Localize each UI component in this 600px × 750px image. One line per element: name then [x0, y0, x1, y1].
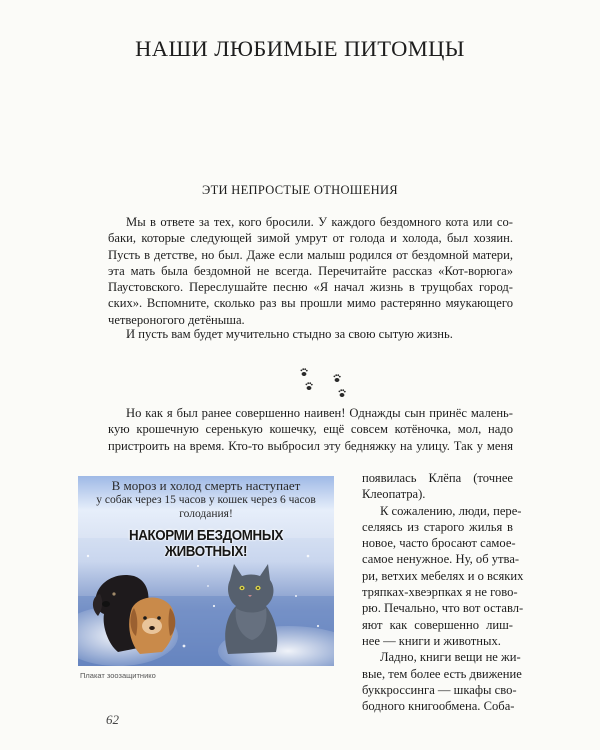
text-line: рю. Печально, что вот оставл-: [362, 601, 524, 616]
poster-slogan: НАКОРМИ БЕЗДОМНЫХ ЖИВОТНЫХ!: [128, 528, 284, 560]
text-line: Но как я был ранее совершенно наивен! Однажды сын принёс малень-: [126, 406, 513, 420]
poster-caption: Плакат зоозащитнико: [80, 671, 156, 680]
poster-image: [78, 476, 334, 666]
text-line: яют как совершенно лиш-: [362, 617, 513, 632]
text-line: Клеопатра).: [362, 487, 426, 502]
text-line: буккроссинга — шкафы сво-: [362, 682, 517, 697]
text-line: эта мать была бездомной не всегда. Перечитайте рассказ «Кот-ворюга»: [108, 263, 513, 278]
text-line: Ладно, книги вещи не жи-: [380, 650, 521, 665]
paragraph-story: [108, 405, 513, 454]
paragraph-column: [362, 470, 524, 714]
text-line: ских». Вспомните, сколько раз вы прошли мимо растерянно мяукающего: [108, 296, 513, 311]
text-line: И пусть вам будет мучительно стыдно за свою сытую жизнь.: [126, 327, 453, 341]
paw-prints-icon: [296, 366, 356, 400]
text-line: Мы в ответе за тех, кого бросили. У каждого бездомного кота или со-: [126, 215, 513, 229]
text-line: селяясь из старого жилья в: [362, 519, 513, 534]
text-line: тряпках-хвеэрпках я не гово-: [362, 585, 518, 600]
poster-headline: В мороз и холод смерть наступает: [111, 478, 301, 493]
text-line: появилась Клёпа (точнее: [362, 471, 513, 485]
text-line: бодного книгообмена. Соба-: [362, 699, 515, 714]
text-line: нее — книги и животных.: [362, 633, 501, 648]
text-line: кую крошечную серенькую кошечку, ещё совсем котёночка, мол, надо: [108, 422, 513, 437]
page-number: 62: [106, 712, 119, 727]
text-line: четвероногого детёныша.: [108, 312, 245, 327]
text-line: вые, тем более есть движение: [362, 666, 522, 681]
text-line: новое, часто бросают самое-: [362, 536, 516, 551]
text-line: самое ненужное. Ну, об утва-: [362, 552, 520, 567]
text-line: пристроить на время. Кто-то выбросил эту бедняжку на улицу. Так у меня: [108, 438, 513, 453]
poster-subline-end: голодания!: [179, 508, 233, 520]
text-line: Пусть в детстве, но был. Даже если малыш родился от бездомной матери,: [108, 247, 513, 262]
poster-subline: у собак через 15 часов у кошек через 6 часов: [96, 494, 316, 506]
text-line: Паустовского. Переслушайте песню «Я начал жизнь в трущобах город-: [108, 280, 513, 295]
text-line: К сожалению, люди, пере-: [380, 503, 522, 518]
section-title: ЭТИ НЕПРОСТЫЕ ОТНОШЕНИЯ: [202, 183, 398, 197]
text-line: ри, ветхих мебелях и о всяких: [362, 568, 524, 583]
paragraph-shame: [108, 326, 513, 342]
paragraph-intro: [108, 214, 513, 328]
chapter-title: НАШИ ЛЮБИМЫЕ ПИТОМЦЫ: [135, 36, 465, 61]
text-line: баки, которые следующей зимой умрут от голода и холода, был хозяин.: [108, 231, 513, 246]
